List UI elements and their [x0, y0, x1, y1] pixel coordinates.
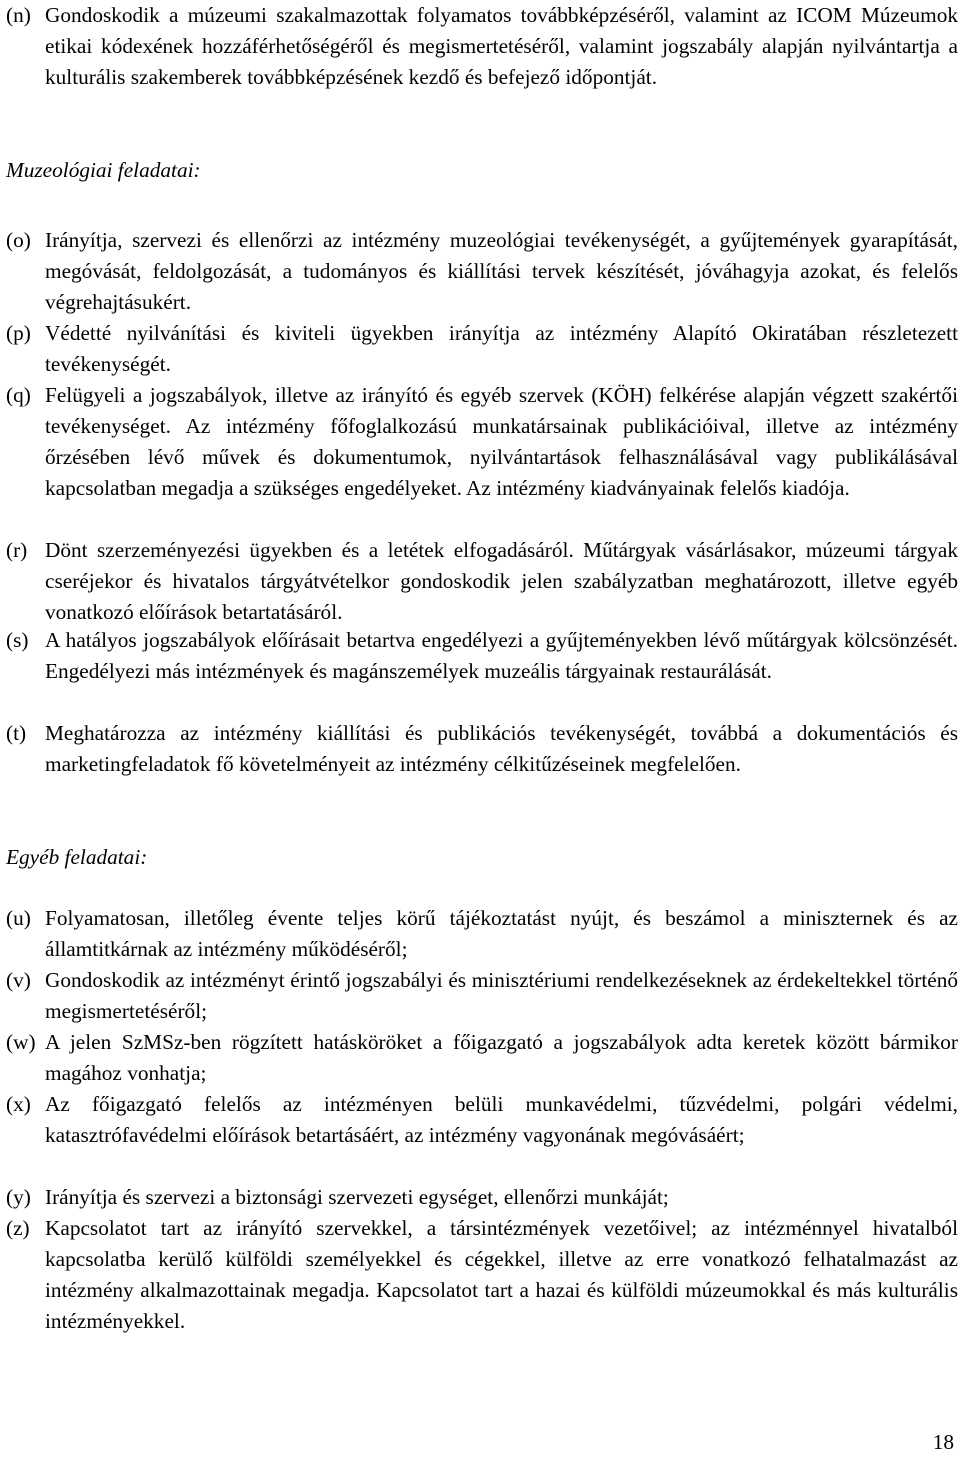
- list-marker: (t): [6, 721, 27, 745]
- list-marker: (w): [6, 1030, 36, 1054]
- list-marker: (z): [6, 1216, 30, 1240]
- list-marker: (o): [6, 228, 31, 252]
- page-number: 18: [932, 1430, 954, 1454]
- list-item-text: Felügyeli a jogszabályok, illetve az irányító és egyéb szervek (KÖH) felkérése alapján végzett szakértői tevékenységet. Az intézmény főfoglalkozású munkatársainak publikációival, illetve az intézmény őrzésében lévő művek és dokumentumok, nyilvántartások felhasználásával vagy publikálásával kapcsolatban megadja a szükséges engedélyeket. Az intézmény kiadványainak felelős kiadója.: [45, 383, 958, 500]
- list-item-text: A hatályos jogszabályok előírásait betartva engedélyezi a gyűjteményekben lévő műtárgyak kölcsönzését. Engedélyezi más intézmények és magánszemélyek muzeális tárgyainak restaurálását.: [45, 628, 958, 683]
- list-item-u: [6, 903, 958, 965]
- section-heading-other: Egyéb feladatai:: [6, 845, 148, 869]
- list-item-text: Védetté nyilvánítási és kiviteli ügyekben irányítja az intézmény Alapító Okiratában részletezett tevékenységét.: [45, 321, 958, 376]
- list-item-x: [6, 1089, 958, 1151]
- list-item-z: [6, 1213, 958, 1337]
- list-marker: (q): [6, 383, 31, 407]
- list-marker: (y): [6, 1185, 31, 1209]
- list-item-text: Irányítja és szervezi a biztonsági szervezeti egységet, ellenőrzi munkáját;: [45, 1185, 669, 1209]
- section-heading-museology: Muzeológiai feladatai:: [6, 158, 201, 182]
- list-item-text: Folyamatosan, illetőleg évente teljes körű tájékoztatást nyújt, és beszámol a miniszternek és az államtitkárnak az intézmény működéséről;: [45, 906, 958, 961]
- list-item-p: [6, 318, 958, 380]
- list-item-s: [6, 625, 958, 687]
- list-marker: (v): [6, 968, 31, 992]
- list-marker: (u): [6, 906, 31, 930]
- list-marker: (r): [6, 538, 28, 562]
- list-item-q: [6, 380, 958, 504]
- list-item-text: Dönt szerzeményezési ügyekben és a letétek elfogadásáról. Műtárgyak vásárlásakor, múzeumi tárgyak cseréjekor és hivatalos tárgyátvételkor gondoskodik jelen szabályzatban meghatározott, illetve egyéb vonatkozó előírások betartatásáról.: [45, 538, 958, 624]
- list-item-r: [6, 535, 958, 628]
- list-item-v: [6, 965, 958, 1027]
- list-item-o: [6, 225, 958, 318]
- list-item-w: [6, 1027, 958, 1089]
- list-item-t: [6, 718, 958, 780]
- list-marker: (p): [6, 321, 31, 345]
- list-item-n: [6, 0, 958, 93]
- list-item-text: A jelen SzMSz-ben rögzített hatásköröket a főigazgató a jogszabályok adta keretek között bármikor magához vonhatja;: [45, 1030, 958, 1085]
- list-marker: (s): [6, 628, 29, 652]
- list-item-text: Kapcsolatot tart az irányító szervekkel, a társintézmények vezetőivel; az intézménnyel hivatalból kapcsolatba kerülő külföldi személyekkel és cégekkel, illetve az erre vonatkozó felhatalmazást az intézmény alkalmazottainak megadja. Kapcsolatot tart a hazai és külföldi múzeumokkal és más kulturális intézményekkel.: [45, 1216, 958, 1333]
- list-item-text: Az főigazgató felelős az intézményen belüli munkavédelmi, tűzvédelmi, polgári védelmi, katasztrófavédelmi előírások betartásáért, az intézmény vagyonának megóvásáért;: [45, 1092, 958, 1147]
- list-item-y: [6, 1182, 958, 1213]
- list-item-text: Gondoskodik az intézményt érintő jogszabályi és minisztériumi rendelkezéseknek az érdekeltekkel történő megismertetéséről;: [45, 968, 958, 1023]
- list-marker: (x): [6, 1092, 31, 1116]
- list-marker: (n): [6, 3, 31, 27]
- list-item-text: Irányítja, szervezi és ellenőrzi az intézmény muzeológiai tevékenységét, a gyűjtemények gyarapítását, megóvását, feldolgozását, a tudományos és kiállítási tervek készítését, jóváhagyja azokat, és felelős végrehajtásukért.: [45, 228, 958, 314]
- list-item-text: Gondoskodik a múzeumi szakalmazottak folyamatos továbbképzéséről, valamint az ICOM Múzeumok etikai kódexének hozzáférhetőségéről és megismertetéséről, valamint jogszabály alapján nyilvántartja a kulturális szakemberek továbbképzésének kezdő és befejező időpontját.: [45, 3, 958, 89]
- list-item-text: Meghatározza az intézmény kiállítási és publikációs tevékenységét, továbbá a dokumentációs és marketingfeladatok fő követelményeit az intézmény célkitűzéseinek megfelelően.: [45, 721, 958, 776]
